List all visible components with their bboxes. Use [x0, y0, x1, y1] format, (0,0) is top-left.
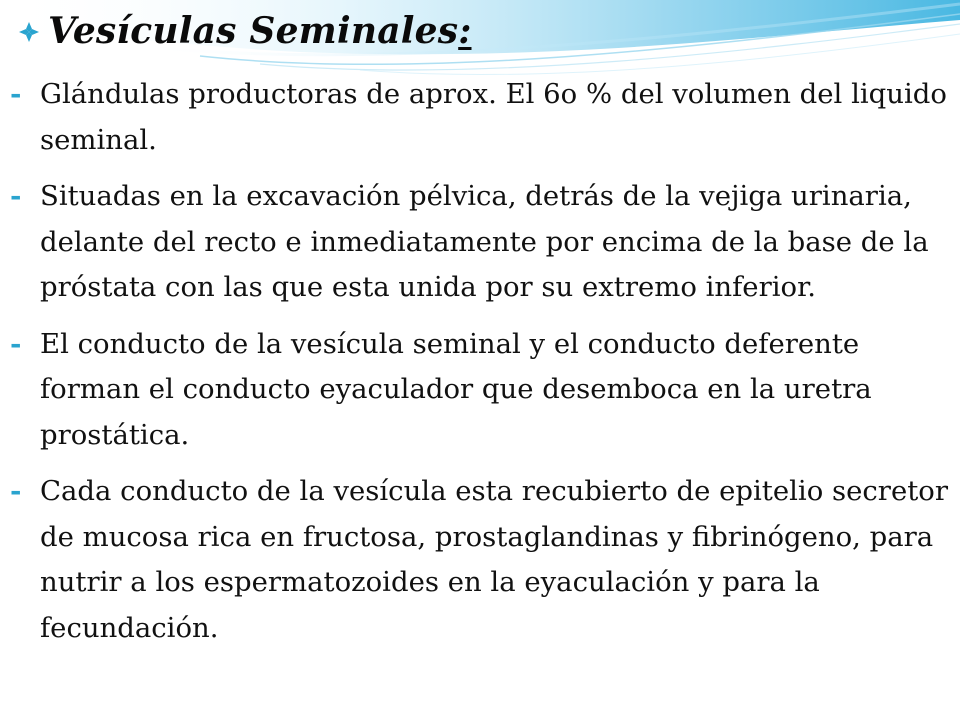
- slide-title: Vesículas Seminales: [48, 10, 459, 52]
- dash-marker: -: [10, 78, 22, 110]
- bullet-text: Cada conducto de la vesícula esta recubierto de epitelio secretor de mucosa rica en fructosa, prostaglandinas y fibrinógeno, para nutrir a los espermatozoides en la eyaculación y para la fecundación.: [40, 475, 948, 644]
- dash-marker: -: [10, 327, 22, 360]
- bullet-item: [10, 469, 954, 651]
- bullet-text: El conducto de la vesícula seminal y el conducto deferente forman el conducto eyaculador que desemboca en la uretra prostática.: [40, 327, 872, 451]
- dash-marker: -: [10, 180, 22, 212]
- slide-title-colon: :: [458, 10, 472, 52]
- diamond-bullet-icon: [18, 21, 40, 43]
- title-row: [18, 6, 472, 56]
- bullet-list: [10, 72, 954, 662]
- bullet-text: Glándulas productoras de aprox. El 6o % del volumen del liquido seminal.: [40, 78, 947, 156]
- bullet-item: [10, 322, 954, 459]
- bullet-text: Situadas en la excavación pélvica, detrás de la vejiga urinaria, delante del recto e inmediatamente por encima de la base de la próstata con las que esta unida por su extremo inferior.: [40, 180, 929, 303]
- dash-marker: -: [10, 475, 22, 507]
- bullet-item: [10, 72, 954, 163]
- bullet-item: [10, 174, 954, 311]
